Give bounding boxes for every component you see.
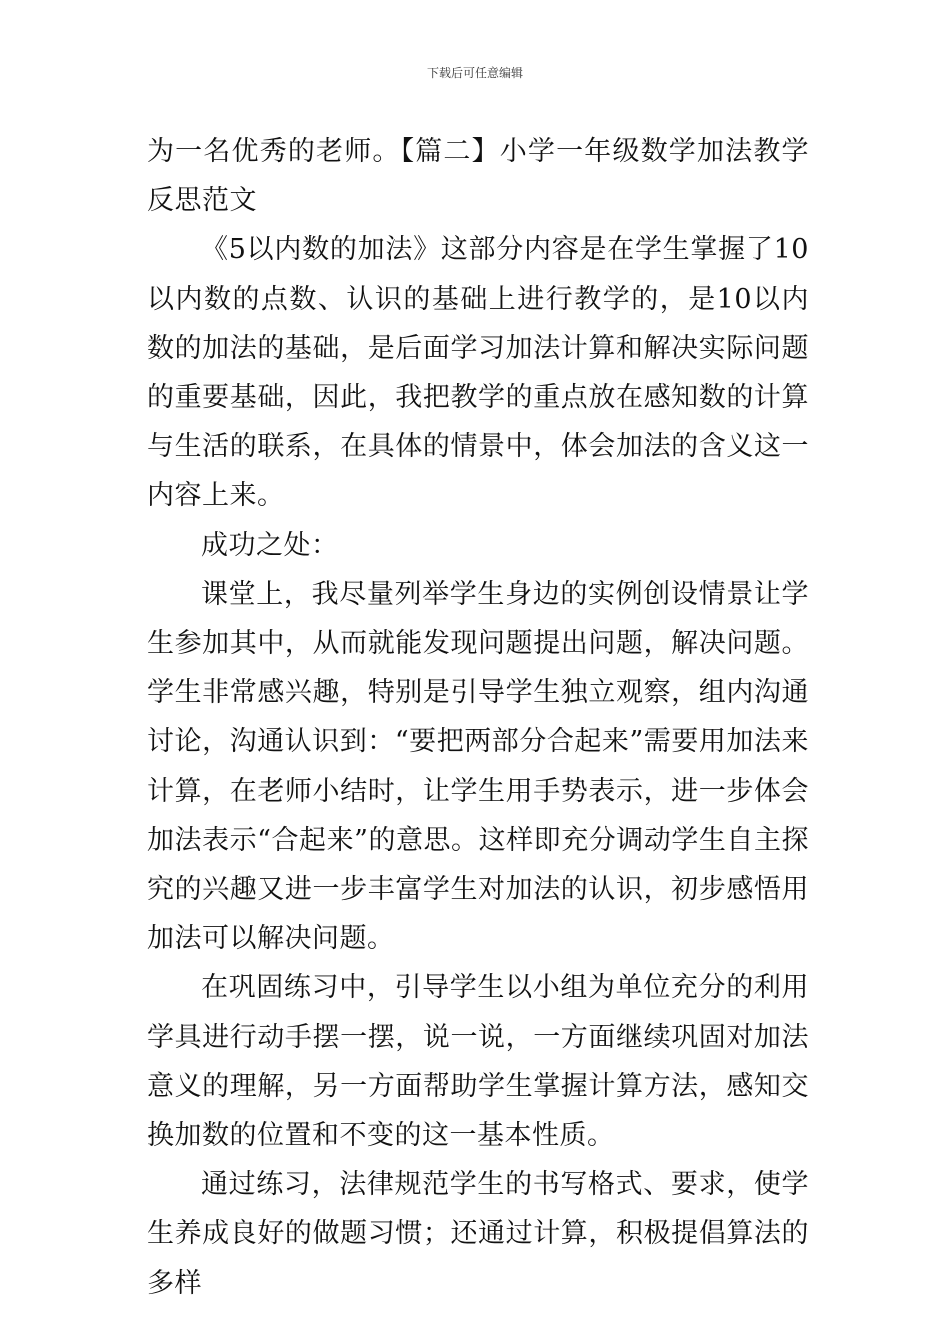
paragraph-2: 《5以内数的加法》这部分内容是在学生掌握了10以内数的点数、认识的基础上进行教学的，是10以内数的加法的基础，是后面学习加法计算和解决实际问题的重要基础，因此，我把教学的重点放在感知数的计算与生活的联系，在具体的情景中，体会加法的含义这一内容上来。 — [147, 234, 809, 512]
paragraph-4: 课堂上，我尽量列举学生身边的实例创设情景让学生参加其中，从而就能发现问题提出问题，解决问题。学生非常感兴趣，特别是引导学生独立观察，组内沟通讨论，沟通认识到：“要把两部分合起来”需要用加法来计算，在老师小结时，让学生用手势表示，进一步体会加法表示“合起来”的意思。这样即充分调动学生自主探究的兴趣又进一步丰富学生对加法的认识，初步感悟用加法可以解决问题。 — [147, 578, 809, 955]
paragraph-1: 为一名优秀的老师。【篇二】小学一年级数学加法教学反思范文 — [147, 136, 809, 217]
document-body — [147, 127, 809, 1308]
paragraph-5: 在巩固练习中，引导学生以小组为单位充分的利用学具进行动手摆一摆，说一说，一方面继续巩固对加法意义的理解，另一方面帮助学生掌握计算方法，感知交换加数的位置和不变的这一基本性质。 — [147, 972, 809, 1152]
page-header-note: 下载后可任意编辑 — [426, 66, 523, 80]
paragraph-3: 成功之处： — [201, 529, 339, 561]
paragraph-6: 通过练习，法律规范学生的书写格式、要求，使学生养成良好的做题习惯；还通过计算，积极提倡算法的多样 — [147, 1169, 809, 1299]
